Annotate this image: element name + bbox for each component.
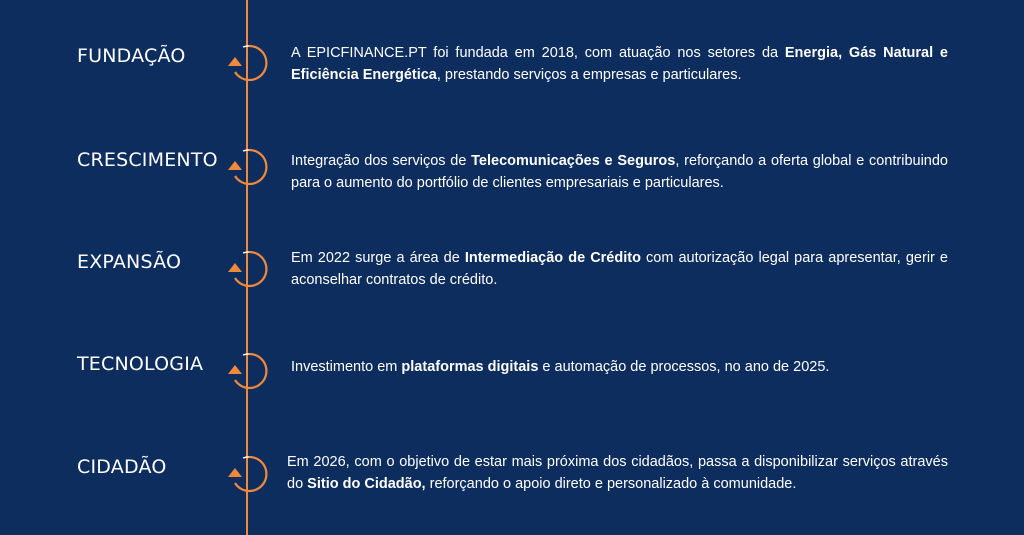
milestone-description [287,451,948,495]
description-text: e automação de processos, no ano de 2025. [538,359,830,375]
circular-arrow-icon [224,42,268,86]
circular-arrow-icon [224,350,268,394]
milestone-title: CRESCIMENTO [77,149,218,171]
milestone-description [291,356,948,378]
milestone-description [291,150,948,194]
milestone-description [291,42,948,86]
milestone-description [291,247,948,291]
circular-arrow-icon [224,248,268,292]
description-text: Integração dos serviços de [291,153,472,169]
description-text: com autorização legal para apresentar, gerir e aconselhar contratos de crédito. [291,250,948,288]
circular-arrow-icon [224,453,268,497]
description-text: Investimento em [291,359,402,375]
highlight-text: Energia, Gás Natural e Eficiência Energética [291,45,948,83]
highlight-text: Intermediação de Crédito [464,250,641,266]
milestone-title: TECNOLOGIA [77,353,204,375]
circular-arrow-icon [224,146,268,190]
description-text: Em 2026, com o objetivo de estar mais próxima dos cidadãos, passa a disponibilizar serviços através do [287,454,948,492]
description-text: reforçando o apoio direto e personalizado à comunidade. [425,476,797,492]
highlight-text: Telecomunicações e Seguros [471,153,676,169]
milestone-title: FUNDAÇÃO [77,45,186,67]
description-text: A EPICFINANCE.PT foi fundada em 2018, com atuação nos setores da [291,45,785,61]
highlight-text: plataformas digitais [401,359,539,375]
description-text: Em 2022 surge a área de [291,250,465,266]
milestone-title: CIDADÃO [77,456,167,478]
description-text: , reforçando a oferta global e contribuindo para o aumento do portfólio de clientes empresariais e particulares. [291,153,948,191]
milestone-title: EXPANSÃO [77,251,182,273]
highlight-text: Sitio do Cidadão, [307,476,426,492]
description-text: , prestando serviços a empresas e particulares. [436,67,742,83]
